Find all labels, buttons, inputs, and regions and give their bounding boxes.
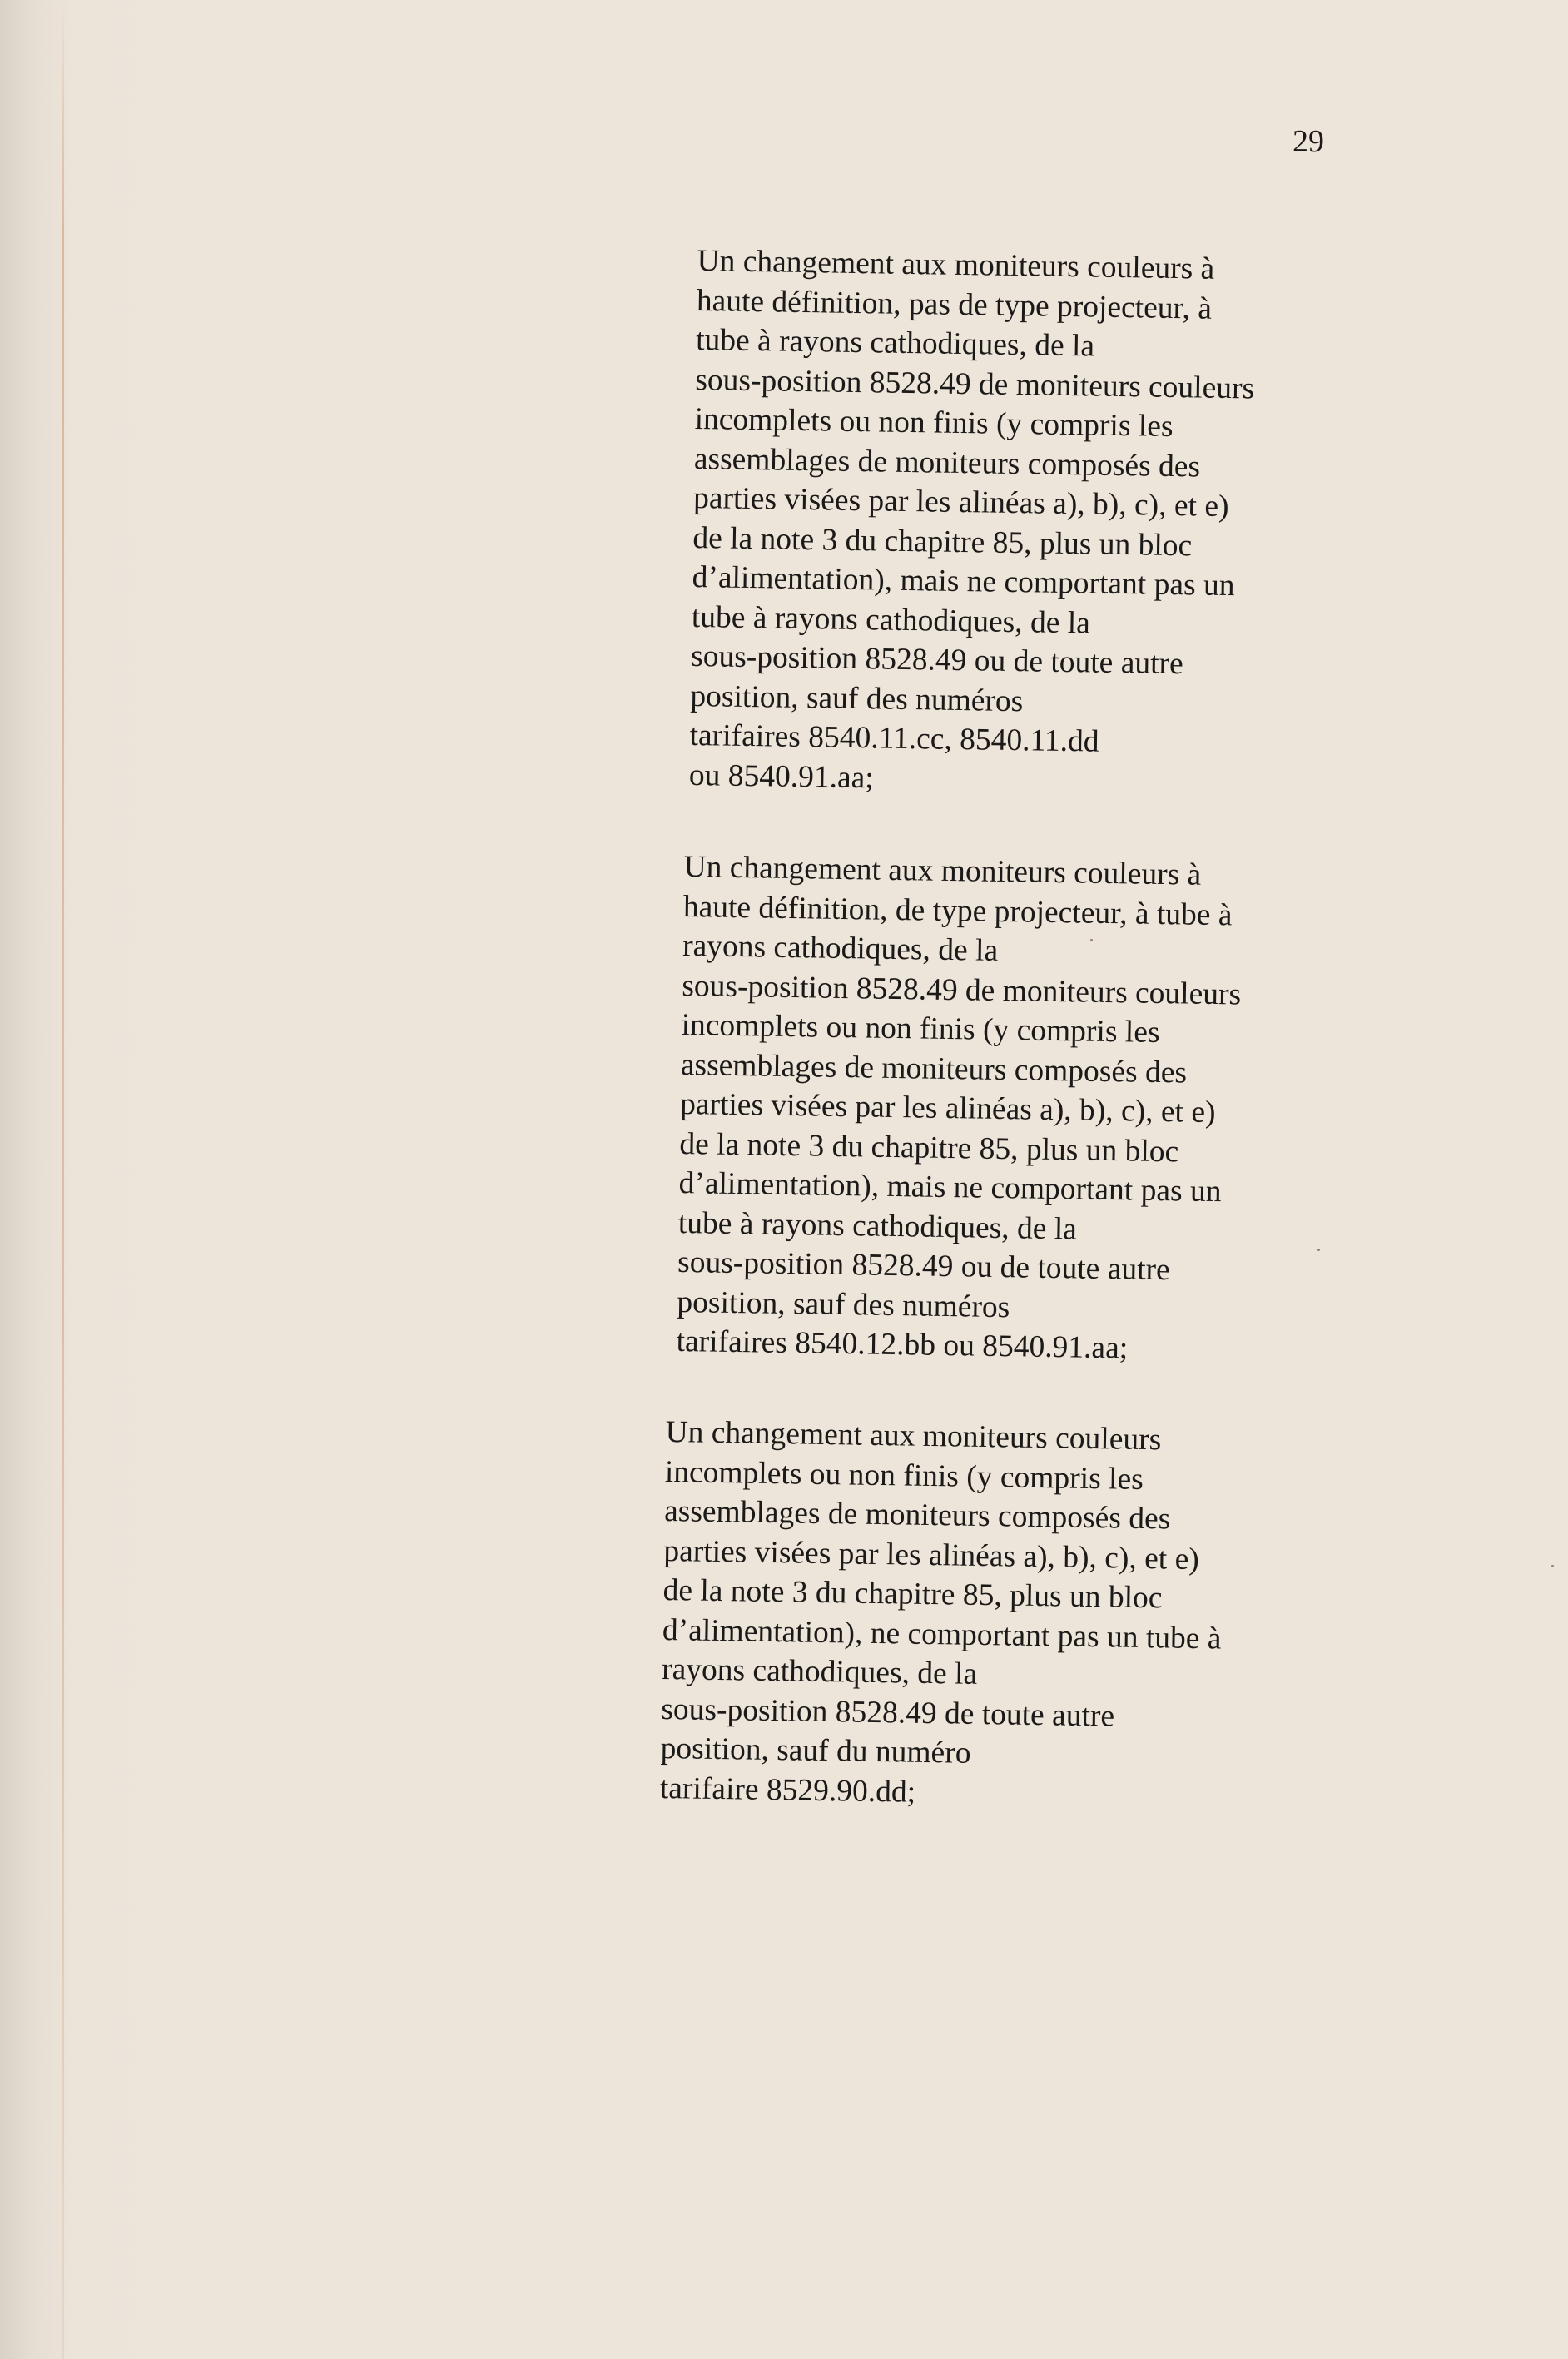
- page-binding-edge: [62, 0, 64, 2359]
- text-line: tarifaires 8540.12.bb ou 8540.91.aa;: [676, 1324, 1129, 1366]
- text-line: assemblages de moniteurs composés des: [663, 1493, 1171, 1537]
- text-line: sous-position 8528.49 de moniteurs couleurs: [682, 968, 1242, 1012]
- text-line: assemblages de moniteurs composés des: [680, 1047, 1188, 1090]
- text-line: parties visées par les alinéas a), b), c), et e): [663, 1533, 1200, 1577]
- speck: [1317, 1249, 1320, 1251]
- text-line: tarifaire 8529.90.dd;: [659, 1770, 916, 1810]
- speck: [1551, 1565, 1554, 1567]
- paragraph-3: [660, 1413, 1225, 1816]
- text-line: parties visées par les alinéas a), b), c), et e): [679, 1086, 1216, 1130]
- text-line: rayons cathodiques, de la: [682, 928, 999, 968]
- text-line: tube à rayons cathodiques, de la: [691, 599, 1091, 640]
- text-line: rayons cathodiques, de la: [661, 1651, 978, 1691]
- text-line: assemblages de moniteurs composés des: [693, 441, 1201, 484]
- text-line: d’alimentation), mais ne comportant pas un: [678, 1165, 1222, 1209]
- text-line: Un changement aux moniteurs couleurs à: [697, 243, 1215, 286]
- text-line: d’alimentation), ne comportant pas un tube à: [662, 1612, 1222, 1656]
- text-line: position, sauf du numéro: [660, 1731, 971, 1770]
- text-line: incomplets ou non finis (y compris les: [681, 1007, 1160, 1050]
- text-line: tube à rayons cathodiques, de la: [695, 322, 1095, 364]
- text-line: incomplets ou non finis (y compris les: [694, 401, 1174, 444]
- text-line: sous-position 8528.49 de toute autre: [661, 1691, 1115, 1734]
- speck: [1090, 939, 1093, 941]
- page-number: 29: [1293, 124, 1324, 159]
- text-line: position, sauf des numéros: [690, 678, 1024, 718]
- paragraph-2: [676, 847, 1243, 1370]
- text-line: tarifaires 8540.11.cc, 8540.11.dd: [689, 718, 1099, 759]
- text-line: tube à rayons cathodiques, de la: [677, 1205, 1078, 1246]
- text-line: sous-position 8528.49 ou de toute autre: [677, 1244, 1171, 1288]
- text-line: sous-position 8528.49 ou de toute autre: [690, 638, 1184, 682]
- text-line: de la note 3 du chapitre 85, plus un bloc: [662, 1572, 1163, 1616]
- text-line: de la note 3 du chapitre 85, plus un bloc: [692, 520, 1193, 563]
- text-line: incomplets ou non finis (y compris les: [664, 1454, 1144, 1497]
- text-line: de la note 3 du chapitre 85, plus un bloc: [679, 1126, 1179, 1169]
- text-line: parties visées par les alinéas a), b), c), et e): [692, 480, 1229, 524]
- text-line: ou 8540.91.aa;: [688, 757, 875, 795]
- text-line: d’alimentation), mais ne comportant pas un: [692, 559, 1235, 603]
- text-line: Un changement aux moniteurs couleurs: [665, 1414, 1162, 1458]
- text-line: haute définition, pas de type projecteur, à: [696, 283, 1213, 326]
- text-line: haute définition, de type projecteur, à tube à: [682, 889, 1233, 932]
- text-line: position, sauf des numéros: [677, 1284, 1010, 1324]
- paragraph-1: [689, 241, 1257, 803]
- text-line: Un changement aux moniteurs couleurs à: [683, 849, 1202, 892]
- text-line: sous-position 8528.49 de moniteurs couleurs: [695, 362, 1255, 406]
